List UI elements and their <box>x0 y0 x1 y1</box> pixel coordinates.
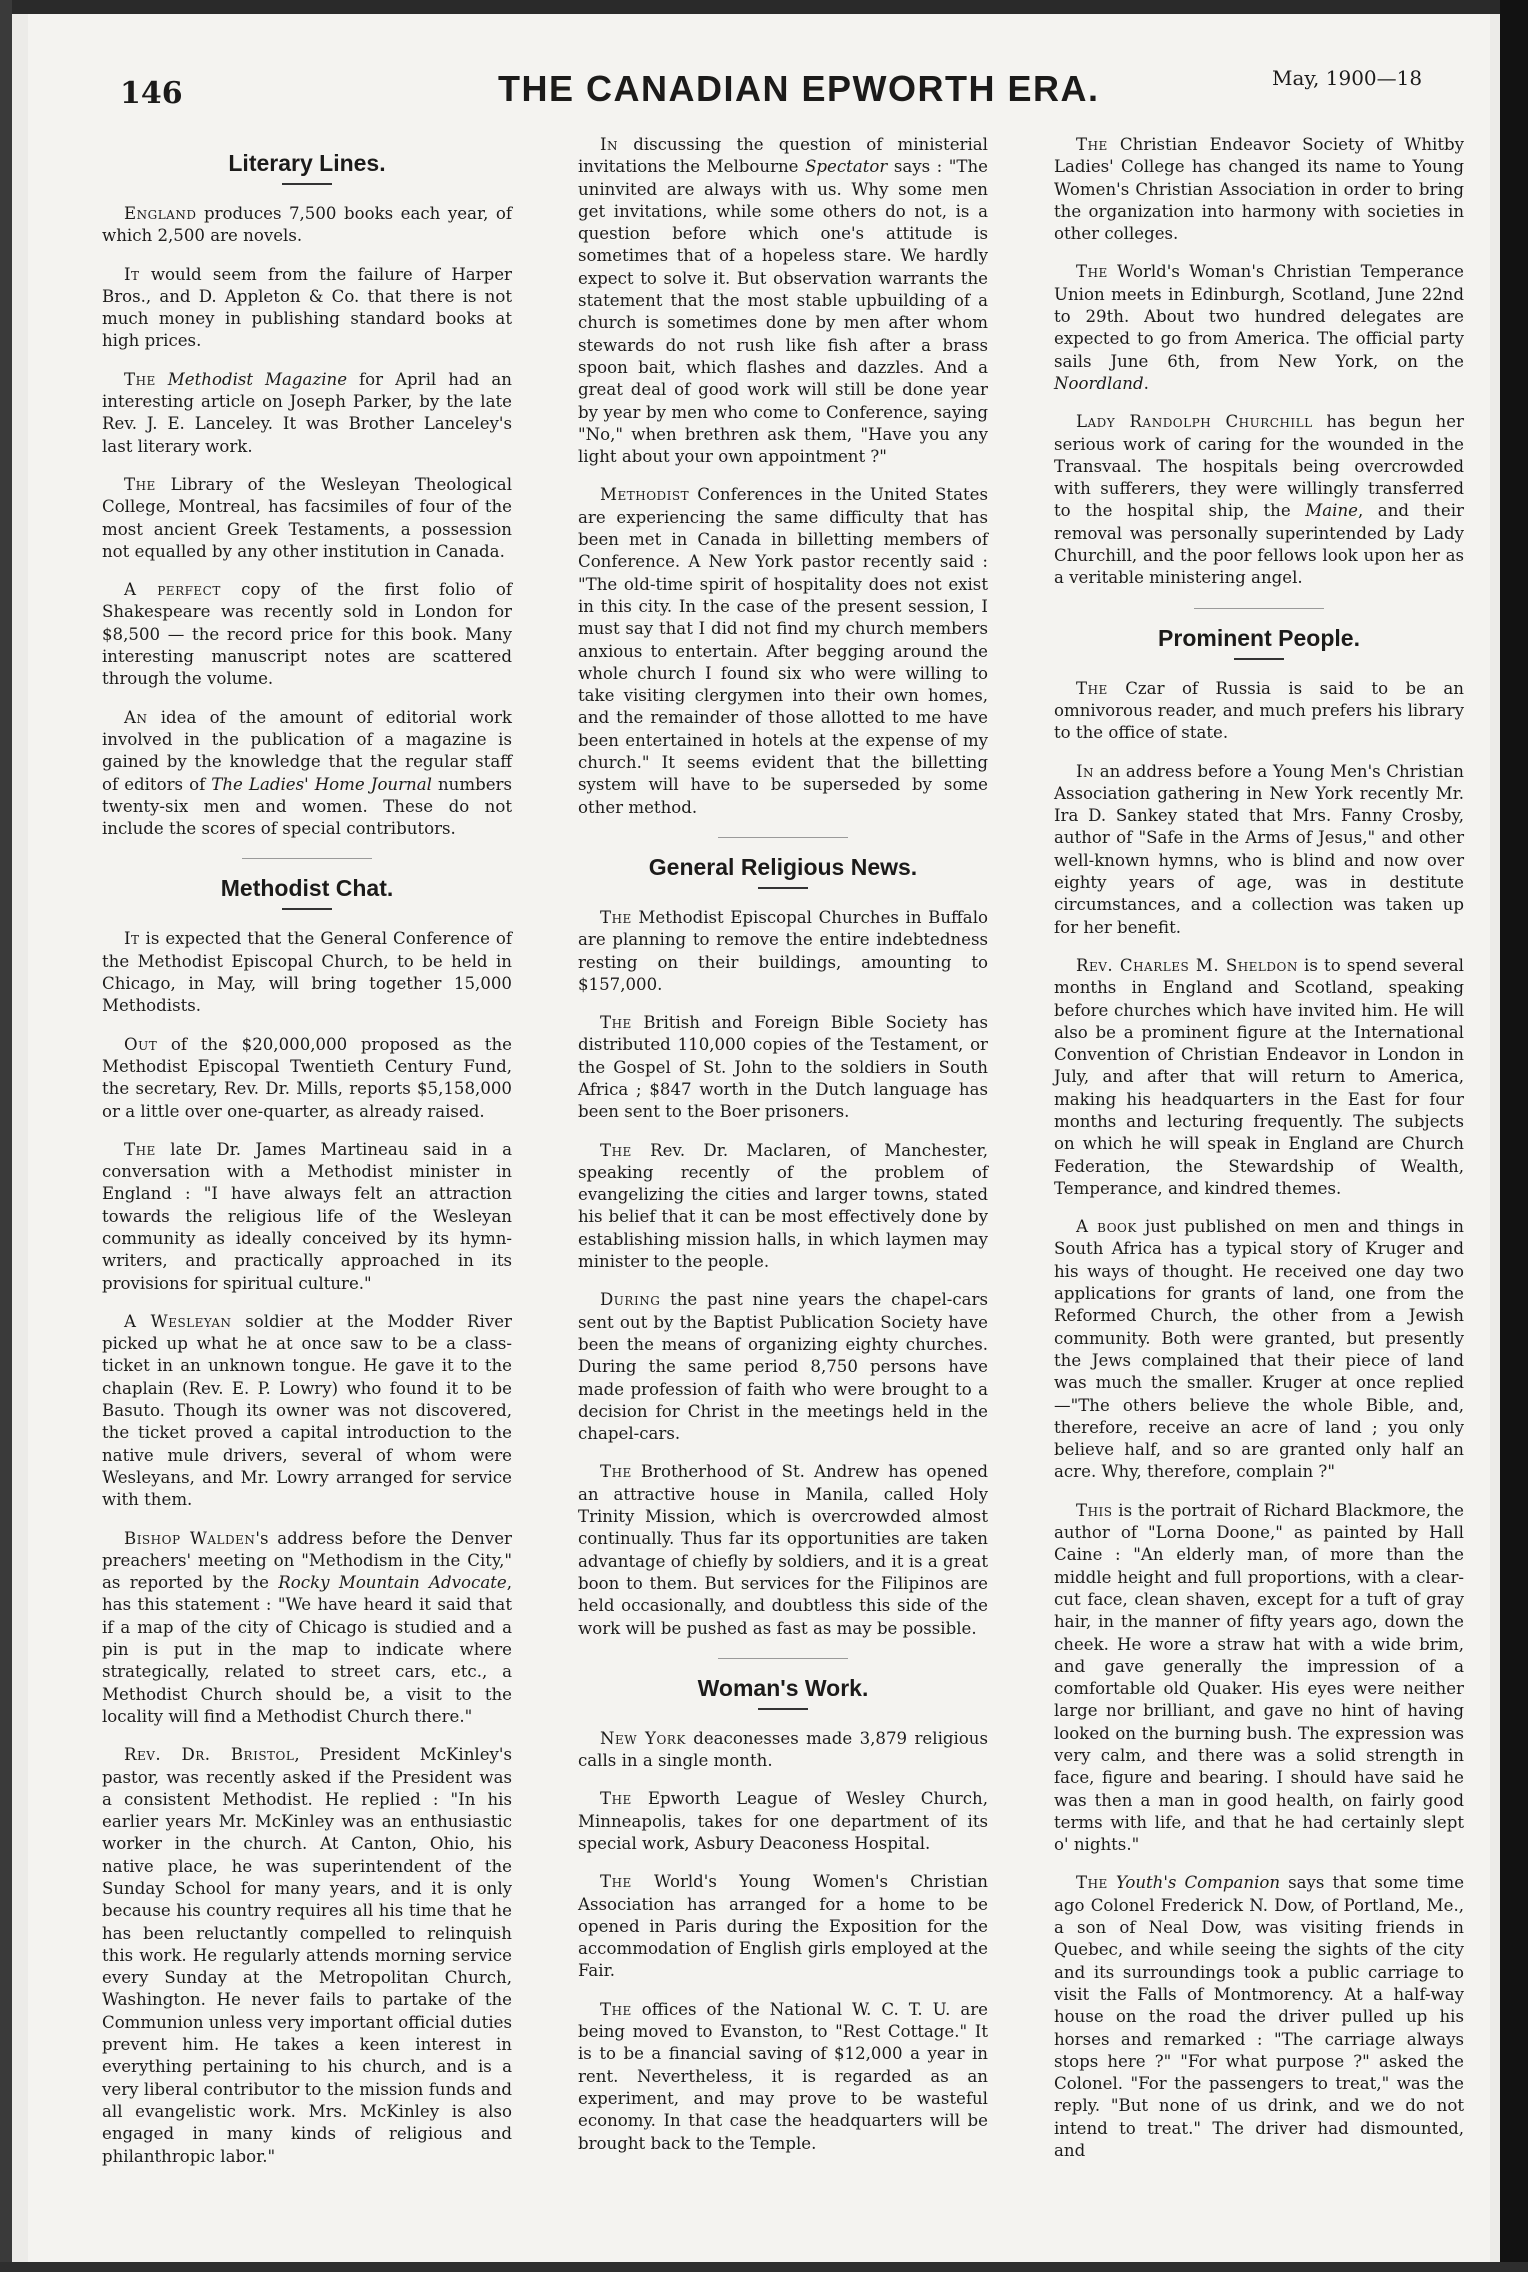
lead-word: Bishop Walden <box>124 1528 256 1548</box>
section-heading-womans-work: Woman's Work. <box>697 1674 869 1701</box>
paragraph-text: Library of the Wesleyan Theological College, Montreal, has facsimiles of four of the most ancient Greek Testaments, a possession not equalled by any other institution in Canada. <box>102 474 512 561</box>
paragraph-text: idea of the amount of editorial work involved in the publication of a magazine is gained by the knowledge that the regular staff of editors of <box>102 707 512 794</box>
column-2 <box>578 134 988 2171</box>
paragraph <box>102 579 512 690</box>
italic-title: Maine <box>1290 501 1358 521</box>
paragraph-text: soldier at the Modder River picked up what he at once saw to be a class-ticket in an unknown tongue. He gave it to the chaplain (Rev. E. P. Lowry) who found it to be Basuto. Though its owner was not discovered, the ticket proved a capital introduction to the native mule drivers, several of whom were Wesleyans, and Mr. Lowry arranged for service with them. <box>102 1311 512 1510</box>
paragraph-text: is to spend several months in England and Scotland, speaking before churches which have invited him. He will also be a prominent figure at the International Convention of Christian Endeavor in London in July, and after that will return to America, making his headquarters in the East for four months and lecturing frequently. The subjects on which he will speak in England are Church Federation, the Stewardship of Wealth, Temperance, and kindred themes. <box>1054 955 1464 1198</box>
paragraph <box>102 1528 512 1729</box>
section-divider <box>718 837 848 838</box>
lead-word: In <box>1076 761 1095 781</box>
scan-right-edge <box>1500 0 1528 2272</box>
paragraph-text: British and Foreign Bible Society has distributed 110,000 copies of the Testament, or the Gospel of St. John to the soldiers in South Africa ; $847 worth in the Dutch language has been sent to the Boer prisoners. <box>578 1013 988 1122</box>
italic-title: Youth's Companion <box>1107 1873 1281 1893</box>
section-heading-prominent-people: Prominent People. <box>1158 624 1360 651</box>
lead-word: The <box>600 907 632 927</box>
paragraph-text: copy of the first folio of Shakespeare was recently sold in London for $8,500 — the record price for this book. Many interesting manuscript notes are scattered through the volume. <box>102 580 512 689</box>
column-3 <box>1054 134 1464 2178</box>
paragraph-text: Czar of Russia is said to be an omnivorous reader, and much prefers his library to the office of state. <box>1054 678 1464 743</box>
heading-rule <box>758 887 808 889</box>
lead-word: The <box>124 474 156 494</box>
lead-word: Rev. Charles M. Sheldon <box>1076 955 1298 975</box>
paragraph-text: Rev. Dr. Maclaren, of Manchester, speaking recently of the problem of evangelizing the cities and larger towns, stated his belief that it can be most effectively done by establishing mission halls, in which laymen may minister to the people. <box>578 1140 988 1272</box>
italic-title: Rocky Mountain Advocate <box>268 1573 507 1593</box>
paragraph <box>102 707 512 841</box>
journal-title: THE CANADIAN EPWORTH ERA. <box>498 68 1100 109</box>
column-1 <box>102 134 512 2184</box>
paragraph-text: is the portrait of Richard Blackmore, the author of "Lorna Doone," as painted by Hall Caine : "An elderly man, of more than the middle height and full proportions, with a clear-cut face, clean shaven, except for a tuft of gray hair, in the manner of fifty years ago, down the cheek. He wore a straw hat with a wide brim, and gave generally the impression of a comfortable old Quaker. His eyes were neither large nor brilliant, and gave no hint of having looked on the burning bush. The expression was very calm, and there was a solid strength in face, figure and bearing. I should have said he was then a man in good health, on fairly good terms with life, and that he had certainly slept o' nights." <box>1054 1500 1464 1855</box>
paragraph-text: numbers twenty-six men and women. These do not include the scores of special contributors. <box>102 774 512 839</box>
heading-rule <box>282 183 332 185</box>
lead-word: It <box>124 264 140 284</box>
scan-bottom-edge <box>0 2262 1528 2272</box>
lead-word: The <box>600 1013 632 1033</box>
paragraph <box>1054 411 1464 589</box>
paragraph-text: Christian Endeavor Society of Whitby Ladies' College has changed its name to Young Women's Christian Association in order to bring the organization into harmony with societies in other colleges. <box>1054 135 1464 244</box>
paragraph <box>102 928 512 1017</box>
lead-word: New York <box>600 1728 686 1748</box>
paragraph <box>102 474 512 563</box>
paragraph-text: discussing the question of ministerial invitations the Melbourne <box>578 135 988 177</box>
paragraph <box>102 1139 512 1295</box>
lead-word: In <box>600 135 619 154</box>
paragraph <box>102 203 512 248</box>
lead-word: The <box>1076 1873 1108 1893</box>
lead-word: Rev. Dr. Bristol <box>124 1745 295 1765</box>
paragraph <box>578 1728 988 1773</box>
paragraph-text: an address before a Young Men's Christian Association gathering in New York recently Mr. Ira D. Sankey stated that Mrs. Fanny Crosby, author of "Safe in the Arms of Jesus," and other well-known hymns, who is blind and now over eighty years of age, was in destitute circumstances, and a collection was taken up for her benefit. <box>1054 761 1464 937</box>
lead-word: The <box>600 1789 632 1809</box>
paragraph-text: says : "The uninvited are always with us. Why some men get invitations, while some others do not, is a question before which one's attitude is sometimes that of a hopeless stare. We hardly expect to solve it. But observation warrants the statement that the most stable upbuilding of a church is sometimes done by men after whom stewards do not rush like fish after a brass spoon bait, which flashes and dazzles. And a great deal of good work will still be done year by year by men who come to Conference, saying "No," when brethren ask them, "Have you any light about your own appointment ?" <box>578 157 989 467</box>
lead-word: The <box>600 1140 632 1160</box>
scan-top-edge <box>0 0 1528 14</box>
scan-left-edge <box>0 0 12 2272</box>
paragraph <box>1054 1216 1464 1484</box>
paragraph <box>578 1871 988 1982</box>
newspaper-page <box>28 14 1490 2262</box>
paragraph-text: Methodist Episcopal Churches in Buffalo are planning to remove the entire indebtedness resting on their buildings, amounting to $157,000. <box>578 907 988 994</box>
heading-rule <box>282 908 332 910</box>
paragraph <box>102 369 512 458</box>
page-header <box>28 14 1490 114</box>
italic-title: The Ladies' Home Journal <box>205 774 432 794</box>
paragraph <box>578 1788 988 1855</box>
lead-word: A perfect <box>124 580 221 600</box>
heading-rule <box>758 1708 808 1710</box>
paragraph <box>578 1999 988 2155</box>
italic-title: Spectator <box>798 157 888 177</box>
paragraph <box>102 1311 512 1512</box>
lead-word: The <box>1076 135 1108 154</box>
paragraph-text: says that some time ago Colonel Frederick N. Dow, of Portland, Me., a son of Neal Dow, was visiting friends in Quebec, and while seeing the sights of the city and its surroundings took a public carriage to visit the Falls of Montmorency. At a half-way house on the road the driver pulled up his horses and remarked : "The carriage always stops here ?" "For what purpose ?" asked the Colonel. "For the passengers to treat," was the reply. "But none of us drink, and we do not intend to treat." The driver had dismounted, and <box>1054 1873 1465 2161</box>
italic-title: Noordland <box>1054 373 1144 393</box>
paragraph-text: offices of the National W. C. T. U. are being moved to Evanston, to "Rest Cottage." It is to be a financial saving of $12,000 a year in rent. Nevertheless, it is regarded as an experiment, and may prove to be wasteful economy. In that case the headquarters will be brought back to the Temple. <box>578 1999 988 2153</box>
paragraph-text: World's Young Women's Christian Association has arranged for a home to be opened in Paris during the Exposition for the accommodation of English girls employed at the Fair. <box>578 1872 988 1981</box>
section-heading-general-religious-news: General Religious News. <box>648 853 918 880</box>
paragraph-text: for April had an interesting article on Joseph Parker, by the late Rev. J. E. Lanceley. It was Brother Lanceley's last literary work. <box>102 369 512 456</box>
paragraph-text: 's address before the Denver preachers' meeting on "Methodism in the City," as reported by the <box>102 1528 512 1593</box>
paragraph <box>578 1461 988 1639</box>
lead-word: The <box>600 1462 632 1482</box>
paragraph-text: Epworth League of Wesley Church, Minneapolis, takes for one department of its special work, Asbury Deaconess Hospital. <box>578 1789 988 1853</box>
lead-word: Out <box>124 1034 158 1054</box>
lead-word: The <box>124 369 156 389</box>
paragraph-text: deaconesses made 3,879 religious calls in a single month. <box>578 1728 988 1771</box>
paragraph <box>578 907 988 996</box>
lead-word: The <box>124 1139 156 1159</box>
paragraph-text: World's Woman's Christian Temperance Union meets in Edinburgh, Scotland, June 22nd to 29th. About two hundred delegates are expected to go from America. The official party sails June 6th, from New York, on the <box>1054 262 1464 371</box>
paragraph <box>578 1140 988 1274</box>
paragraph <box>1054 1872 1464 2162</box>
lead-word: A Wesleyan <box>124 1311 232 1331</box>
paragraph-text: of the $20,000,000 proposed as the Methodist Episcopal Twentieth Century Fund, the secretary, Rev. Dr. Mills, reports $5,158,000 or a little over one-quarter, as already raised. <box>102 1034 512 1121</box>
paragraph <box>1054 1500 1464 1857</box>
paragraph <box>578 134 988 468</box>
paragraph <box>102 1744 512 2168</box>
lead-word: England <box>124 204 197 223</box>
paragraph-text: , President McKinley's pastor, was recently asked if the President was a consistent Methodist. He replied : "In his earlier years Mr. McKinley was an enthusiastic worker in the church. At Canton, Ohio, his native place, he was superintendent of the Sunday School for many years, and it is only because his country requires all his time that he has been reluctantly compelled to relinquish this work. He regularly attends morning service every Sunday at the Metropolitan Church, Washington. He never fails to partake of the Communion unless very important official duties prevent him. He takes a keen interest in everything pertaining to his church, and is a very liberal contributor to the mission funds and all evangelistic work. Mrs. McKinley is also engaged in many kinds of religious and philanthropic labor." <box>102 1745 512 2166</box>
lead-word: The <box>1076 678 1108 698</box>
paragraph-text: produces 7,500 books each year, of which 2,500 are novels. <box>102 204 512 246</box>
paragraph <box>102 264 512 353</box>
lead-word: An <box>124 707 148 727</box>
paragraph-text: has begun her serious work of caring for the wounded in the Transvaal. The hospitals being overcrowded with sufferers, they were willingly transferred to the hospital ship, the <box>1054 412 1464 521</box>
paragraph <box>1054 261 1464 395</box>
heading-rule <box>1234 658 1284 660</box>
lead-word: Lady Randolph Churchill <box>1076 412 1313 432</box>
section-divider <box>1194 608 1324 609</box>
paragraph <box>1054 955 1464 1200</box>
lead-word: The <box>600 1999 632 2019</box>
paragraph <box>1054 678 1464 745</box>
lead-word: During <box>600 1290 661 1310</box>
page-number: 146 <box>120 76 183 111</box>
paragraph <box>578 1289 988 1445</box>
paragraph <box>102 1034 512 1123</box>
lead-word: The <box>600 1872 632 1892</box>
section-divider <box>718 1658 848 1659</box>
section-divider <box>242 858 372 859</box>
paragraph-text: Brotherhood of St. Andrew has opened an attractive house in Manila, called Holy Trinity Mission, which is overcrowded almost continually. Thus far its opportunities are taken advantage of chiefly by soldiers, and it is a great boon to them. But services for the Filipinos are held occasionally, and doubtless this side of the work will be pushed as fast as may be possible. <box>578 1462 988 1638</box>
paragraph-text: , has this statement : "We have heard it said that if a map of the city of Chicago is studied and a pin is put in the map to indicate where strategically, related to street cars, etc., a Methodist Church should be, a visit to the locality will find a Methodist Church there." <box>102 1573 512 1726</box>
italic-title: Methodist Magazine <box>155 369 348 389</box>
paragraph-text: the past nine years the chapel-cars sent out by the Baptist Publication Society have been the means of organizing eighty churches. During the same period 8,750 persons have made profession of faith who were brought to a decision for Christ in the meetings held in the chapel-cars. <box>578 1290 988 1444</box>
paragraph-text: would seem from the failure of Harper Bros., and D. Appleton & Co. that there is not much money in publishing standard books at high prices. <box>102 264 512 351</box>
section-heading-methodist-chat: Methodist Chat. <box>220 875 394 902</box>
section-heading-literary-lines: Literary Lines. <box>228 150 386 176</box>
paragraph-text: . <box>1143 373 1149 393</box>
paragraph-text: Conferences in the United States are experiencing the same difficulty that has been met in Canada in billetting members of Conference. A New York pastor recently said : "The old-time spirit of hospitality does not exist in this city. In the case of the present session, I must say that I did not find my church members anxious to entertain. After begging around the whole church I found six who were willing to take visiting clergymen into their own homes, and the remainder of those allotted to me have been entertained in hotels at the expense of my church." It seems evident that the billetting system will have to be superseded by some other method. <box>578 485 988 817</box>
paragraph-text: , and their removal was personally superintended by Lady Churchill, and the poor fellows look upon her as a veritable ministering angel. <box>1054 501 1464 588</box>
paragraph <box>1054 761 1464 939</box>
paragraph-text: is expected that the General Conference of the Methodist Episcopal Church, to be held in Chicago, in May, will bring together 15,000 Methodists. <box>102 929 512 1016</box>
lead-word: The <box>1076 262 1108 282</box>
paragraph <box>578 484 988 818</box>
paragraph <box>1054 134 1464 245</box>
paragraph-text: late Dr. James Martineau said in a conversation with a Methodist minister in England : "I have always felt an attraction towards the religious life of the Wesleyan community as ideally conceived by its hymn-writers, and practically approached in its provisions for spiritual culture." <box>102 1139 512 1293</box>
paragraph-text: just published on men and things in South Africa has a typical story of Kruger and his ways of thought. He received one day two applications for grants of land, one from the Reformed Church, the other from a Jewish community. Both were granted, but presently the Jews complained that their piece of land was much the smaller. Kruger at once replied—"The others believe the whole Bible, and, therefore, receive an acre of land ; you only believe half, and so are granted only half an acre. Why, therefore, complain ?" <box>1054 1217 1464 1482</box>
lead-word: This <box>1076 1500 1113 1520</box>
issue-date: May, 1900—18 <box>1272 66 1423 90</box>
lead-word: Methodist <box>600 485 690 505</box>
lead-word: A book <box>1076 1217 1137 1237</box>
lead-word: It <box>124 929 140 949</box>
paragraph <box>578 1012 988 1123</box>
